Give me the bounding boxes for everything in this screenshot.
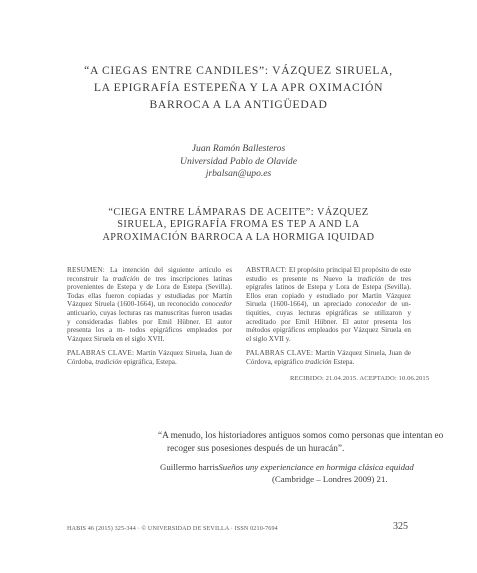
- article-title: [0, 62, 477, 113]
- resumen-paragraph: [67, 266, 232, 343]
- attribution-line-2: [160, 473, 460, 485]
- keywords-en-text-b: Estepa.: [333, 357, 355, 366]
- palabras-clave-italic: tradición: [95, 357, 122, 366]
- author-block: [0, 143, 477, 181]
- author-affiliation: Universidad Pablo de Olavide: [180, 155, 297, 167]
- abstract-text-italic: tradición: [357, 274, 384, 283]
- english-title: [0, 207, 477, 244]
- abstract-text-b: de tres epígrafes latinos de Estepa y Lora de Estepa (Sevilla). Ellos eran copiado y estudiado por Martín Vázquez Siruela (1600-1664), un apreciado: [246, 274, 412, 309]
- attribution-publication: (Cambridge – Londres 2009) 21.: [272, 474, 388, 484]
- keywords-en-text-a: Martín Vázquez Siruela, Juan de Córdova, epigráfico: [246, 349, 411, 366]
- english-title-line-3: APROXIMACIÓN BARROCA A LA HORMIGA IQUIDAD: [102, 231, 375, 243]
- abstract-text-c: de un‑ tiquities, cuyas lecturas epigráficas se utilizaron y acreditado por Emil Hübner. El autor presenta los métodos epigráficos empleados por Vázquez Siruela en el siglo XVII y.: [246, 300, 412, 343]
- epigraph-quote: [158, 430, 470, 455]
- resumen-text-c: anticuario, cuyas lecturas ras manuscritas fueron usadas y consideradas fiables por Emil Hübner. El autor presenta los a m‑ todos epigráficos empleados por Vázquez Siruela en el siglo XVII.: [67, 308, 232, 343]
- english-title-line-1: “CIEGA ENTRE LÁMPARAS DE ACEITE”: VÁZQUEZ: [108, 207, 369, 218]
- journal-footer: HABIS 46 (2015) 325-344 · © UNIVERSIDAD DE SEVILLA · ISSN 0210-7694: [67, 526, 278, 532]
- english-title-line-2: SIRUELA, EPIGRAFÍA FROMA ES TEP A AND LA: [117, 219, 360, 231]
- resumen-column: [67, 266, 232, 373]
- palabras-clave-text-a: Martín Vázquez Siruela, Juan de Córdoba,: [67, 349, 232, 366]
- resumen-text-italic-2: conocedor: [201, 300, 233, 309]
- attribution-work: Sueños uny experienciance en hormiga clásica equidad: [218, 462, 414, 472]
- abstract-label: ABSTRACT:: [246, 266, 287, 274]
- epigraph-line-1: “A menudo, los historiadores antiguos somos como personas que intentan eo: [158, 431, 444, 441]
- attribution-line-1: [160, 461, 460, 473]
- abstract-column: [246, 266, 411, 373]
- keywords-en-paragraph: [246, 349, 411, 366]
- author-name: Juan Ramón Ballesteros: [191, 143, 286, 154]
- title-line-3: BARROCA A LA ANTIGÜEDAD: [149, 98, 328, 111]
- resumen-text-italic: tradición: [112, 274, 140, 283]
- abstract-text-italic-2: conocedor: [355, 300, 387, 309]
- author-email: jrbalsan@upo.es: [205, 168, 272, 179]
- resumen-text-a: La intención del siguiente artículo es reconstruir la: [67, 266, 233, 283]
- title-line-2: LA EPIGRAFÍA ESTEPEÑA Y LA APR OXIMACIÓN: [93, 81, 384, 94]
- palabras-clave-label: PALABRAS CLAVE:: [67, 349, 135, 358]
- abstract-paragraph: [246, 266, 411, 343]
- abstract-text-a: El propósito principal El propósito de este estudio es presente ns Nuevo la: [246, 266, 411, 283]
- keywords-en-label: PALABRAS CLAVE:: [246, 349, 314, 358]
- resumen-label: RESUMEN:: [67, 266, 105, 274]
- received-accepted-dates: RECIBIDO: 21.04.2015. ACEPTADO: 10.06.2015: [290, 375, 430, 382]
- title-line-1: “A CIEGAS ENTRE CANDILES”: VÁZQUEZ SIRUELA,: [84, 64, 393, 77]
- page-number: 325: [393, 521, 408, 532]
- epigraph-line-2: recoger sus posesiones después de un huracán”.: [167, 443, 345, 454]
- keywords-en-italic: tradición: [305, 357, 332, 366]
- attribution-name: Guillermo harris: [160, 462, 219, 472]
- epigraph-attribution: [160, 461, 460, 485]
- palabras-clave-text-b: epigráfica, Estepa.: [123, 357, 177, 366]
- resumen-text-b: de tres inscripciones latinas provenientes de Estepa y de Lora de Estepa (Sevilla). Todas ellas fueron copiadas y estudiadas por Martín Vázquez Siruela (1600-1664), un reconocido: [67, 274, 232, 309]
- palabras-clave-paragraph: [67, 349, 232, 366]
